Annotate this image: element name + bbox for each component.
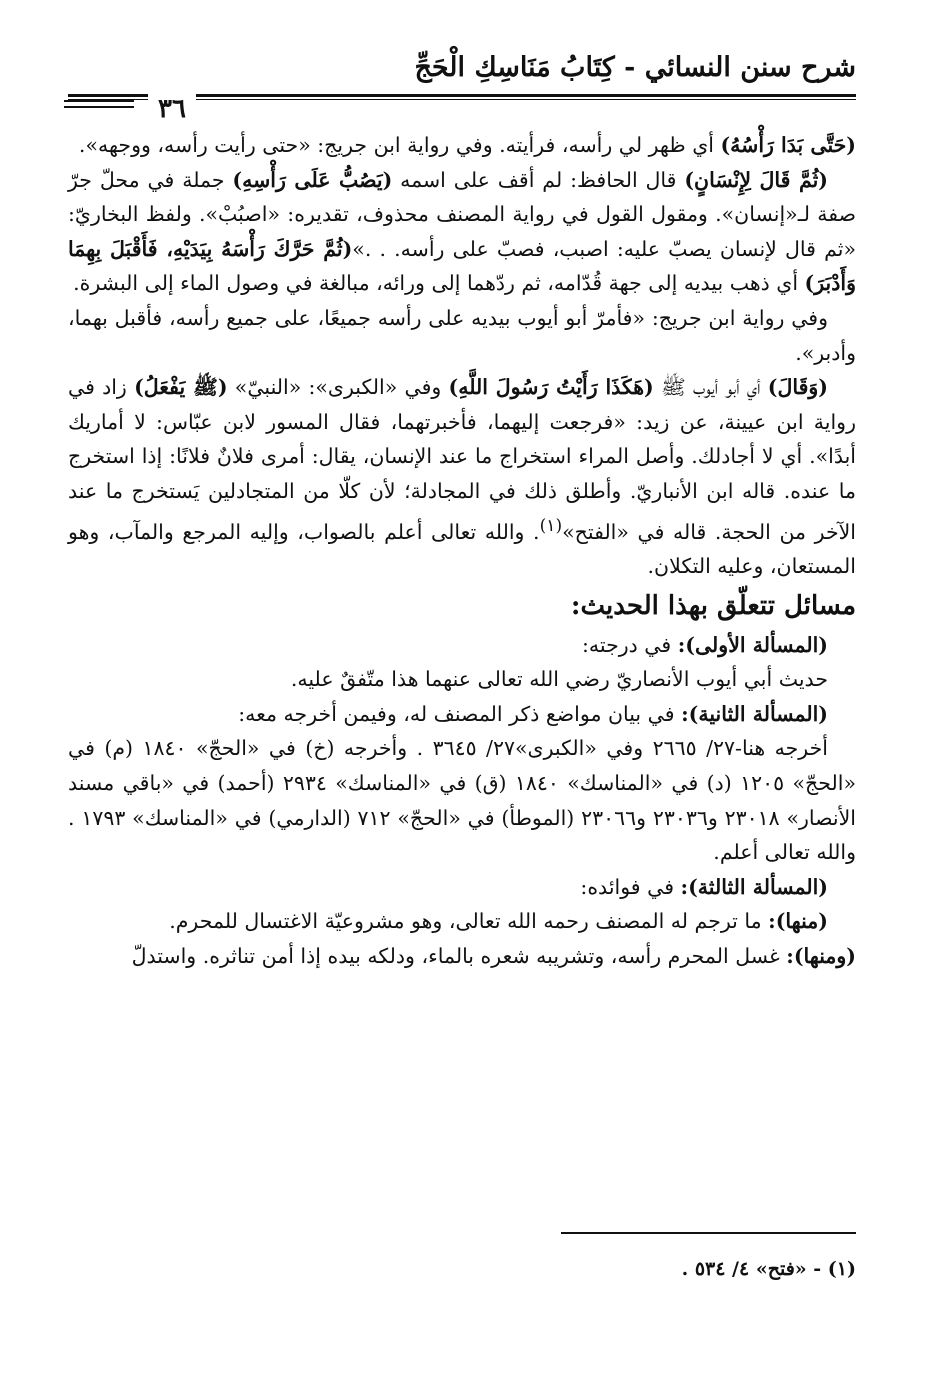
hadith-quote: (ﷺ يَفْعَلُ) — [134, 375, 228, 400]
issue-label: (المسألة الثالثة): — [680, 874, 828, 899]
hadith-quote: (ثُمَّ قَالَ لِإِنْسَانٍ) — [684, 167, 829, 192]
paragraph — [68, 939, 856, 974]
commentary-text: وفي «الكبرى»: «النبيّ» — [227, 375, 449, 400]
footnote: (١) - «فتح» ٤/ ٥٣٤ . — [681, 1258, 856, 1280]
running-header — [68, 50, 856, 124]
benefit-text: ما ترجم له المصنف رحمه الله تعالى، وهو مشروعيّة الاغتسال للمحرم. — [169, 909, 769, 934]
hadith-quote: (يَصُبُّ عَلَى رَأْسِهِ) — [232, 167, 393, 192]
paragraph — [68, 163, 856, 301]
paragraph: حديث أبي أيوب الأنصاريّ رضي الله تعالى عنهما هذا متّفقٌ عليه. — [290, 667, 828, 692]
commentary-text: جملة في محلّ جرّ صفة لـ«إنسان». ومقول القول في رواية المصنف محذوف، تقديره: «اصبُبْ». ولفظ البخاريّ: «ثم قال لإنسان يصبّ عليه: اصبب، فصبّ على رأسه. . .» — [68, 167, 856, 261]
decorative-rules — [64, 100, 134, 112]
benefit-text: غسل المحرم رأسه، وتشريبه شعره بالماء، ودلكه بيده إذا أمن تناثره. واستدلّ — [131, 943, 787, 968]
commentary-text: زاد في رواية ابن عيينة، عن زيد: «فرجعت إليهما، فأخبرتهما، فقال المسور لابن عبّاس: لا أماريك أبدًا». أي لا أجادلك. وأصل المراء استخراج ما عند الإنسان، يقال: أمرى فلانٌ فلانًا: إذا استخرج ما عنده. قاله ابن الأنباريّ. وأطلق ذلك في المجادلة؛ لأن كلّا من المتجادلين يَستخرج ما عند الآخر من الحجة. قاله في «الفتح» — [68, 375, 857, 544]
issue-label: (المسألة الثانية): — [681, 701, 828, 726]
paragraph: أخرجه هنا-٢٧/ ٢٦٦٥ وفي «الكبرى»٢٧/ ٣٦٤٥ . وأخرجه (خ) في «الحجّ» ١٨٤٠ (م) في «الحجّ» ١٢٠٥ (د) في «المناسك» ١٨٤٠ (ق) في «المناسك» ٢٩٣٤ (أحمد) في «باقي مسند الأنصار» ٢٣٠١٨ و٢٣٠٣٦ و٢٣٠٦٦ (الموطأ) في «الحجّ» ٧١٢ (الدارمي) في «المناسك» ١٧٩٣ . والله تعالى أعلم. — [68, 736, 857, 865]
issue-text: في درجته: — [581, 632, 678, 657]
footnote-rule — [561, 1232, 856, 1234]
issue-text: في فوائده: — [580, 874, 681, 899]
page-number: ٣٦ — [148, 94, 196, 124]
commentary-text: أي ظهر لي رأسه، فرأيته. وفي رواية ابن جريج: «حتى رأيت رأسه، ووجهه». — [78, 133, 721, 157]
commentary-text: أي أبو أيوب ﷺ — [653, 375, 768, 400]
benefit-label: (ومنها): — [786, 943, 856, 968]
hadith-quote: (وَقَالَ) — [767, 375, 828, 400]
footnote-marker: (١) — [539, 515, 563, 536]
issue-heading — [68, 870, 856, 905]
issue-heading — [68, 697, 856, 732]
page — [68, 40, 856, 1353]
paragraph: وفي رواية ابن جريج: «فأمرّ أبو أيوب بيديه على رأسه جميعًا، على جميع رأسه، فأقبل بهما، وأدبر». — [68, 305, 856, 365]
paragraph — [68, 128, 856, 163]
issue-text: في بيان مواضع ذكر المصنف له، وفيمن أخرجه معه: — [238, 701, 682, 726]
benefit-label: (منها): — [768, 909, 828, 934]
commentary-text: . والله تعالى أعلم بالصواب، وإليه المرجع والمآب، وهو المستعان، وعليه التكلان. — [68, 519, 856, 578]
paragraph — [68, 370, 856, 583]
running-header-title: شرح سنن النسائي - كِتَابُ مَنَاسِكِ الْحَجِّ — [414, 52, 856, 83]
issue-label: (المسألة الأولى): — [677, 632, 828, 657]
hadith-quote: (هَكَذَا رَأَيْتُ رَسُولَ اللَّهِ) — [448, 375, 654, 400]
hadith-quote: (ثُمَّ حَرَّكَ رَأْسَهُ بِيَدَيْهِ، فَأَقْبَلَ بِهِمَا وَأَدْبَرَ) — [68, 236, 856, 296]
main-text — [68, 128, 856, 973]
commentary-text: أي ذهب بيديه إلى جهة قُدّامه، ثم ردّهما إلى ورائه، مبالغة في وصول الماء إلى البشرة. — [73, 271, 805, 296]
paragraph — [68, 904, 856, 939]
commentary-text: قال الحافظ: لم أقف على اسمه — [392, 167, 685, 192]
issue-heading — [68, 628, 856, 663]
hadith-quote: (حَتَّى بَدَا رَأْسُهُ) — [720, 133, 856, 157]
section-title: مسائل تتعلّق بهذا الحديث: — [570, 590, 856, 621]
